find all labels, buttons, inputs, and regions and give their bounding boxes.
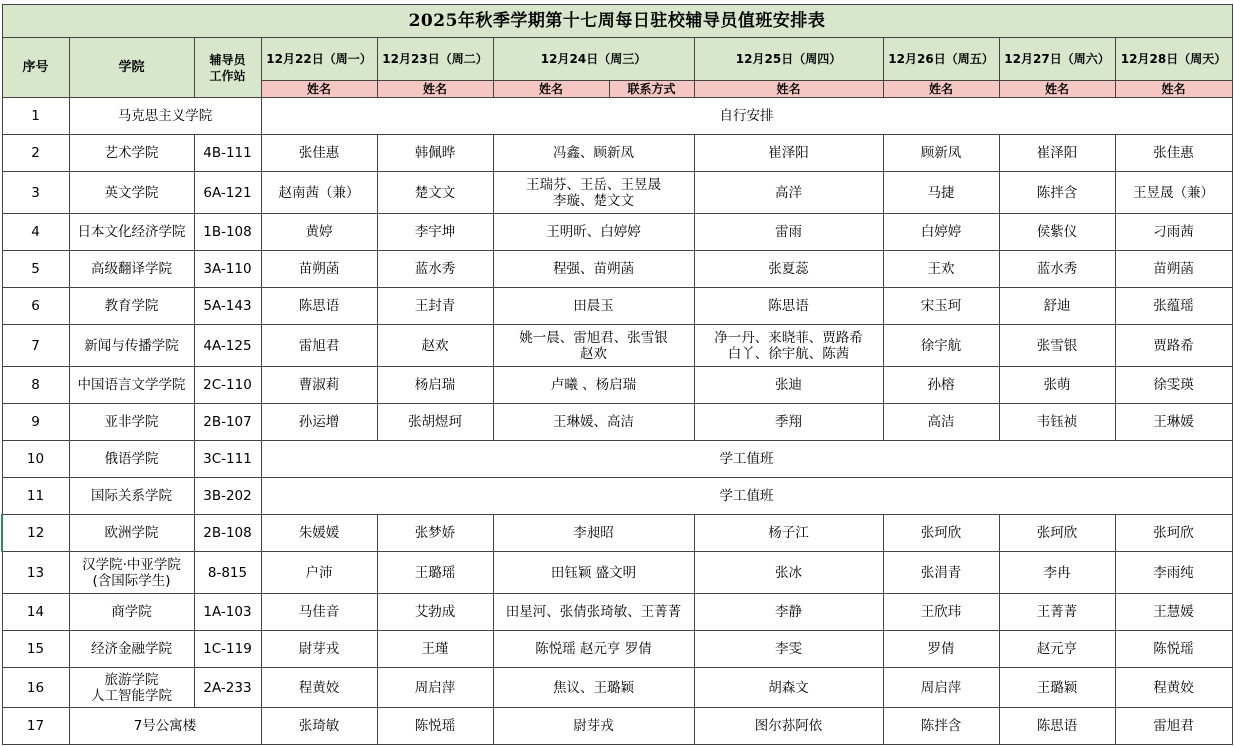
contact-label[interactable]: 联系方式 xyxy=(609,81,694,98)
duty-cell-sat[interactable]: 侯紫仪 xyxy=(999,214,1115,251)
college-cell[interactable]: 英文学院 xyxy=(69,172,194,214)
table-row xyxy=(2,441,1232,478)
station-cell[interactable]: 3A-110 xyxy=(194,251,261,288)
duty-cell-sat[interactable]: 韦钰祯 xyxy=(999,404,1115,441)
college-cell[interactable]: 艺术学院 xyxy=(69,135,194,172)
duty-cell-wed[interactable]: 田星河、张倩张琦敏、王菁菁 xyxy=(493,594,694,631)
duty-cell-tue[interactable]: 韩佩晔 xyxy=(377,135,493,172)
station-cell[interactable]: 1B-108 xyxy=(194,214,261,251)
duty-cell-fri[interactable]: 孙榕 xyxy=(883,367,999,404)
duty-cell-fri[interactable]: 徐宇航 xyxy=(883,325,999,367)
header-college[interactable]: 学院 xyxy=(69,38,194,98)
name-label[interactable]: 姓名 xyxy=(493,81,609,98)
duty-cell-tue[interactable]: 王瑾 xyxy=(377,631,493,668)
duty-cell-sat[interactable]: 张萌 xyxy=(999,367,1115,404)
row-seq-cell[interactable]: 16 xyxy=(2,668,69,708)
table-row xyxy=(2,631,1232,668)
duty-cell-thu[interactable]: 雷雨 xyxy=(694,214,883,251)
college-cell[interactable]: 高级翻译学院 xyxy=(69,251,194,288)
duty-cell-sat[interactable]: 王菁菁 xyxy=(999,594,1115,631)
duty-cell-wed[interactable]: 王琳媛、高洁 xyxy=(493,404,694,441)
duty-cell-mon[interactable]: 程黄姣 xyxy=(261,668,377,708)
duty-cell-thu[interactable]: 胡森文 xyxy=(694,668,883,708)
row-seq-cell[interactable]: 11 xyxy=(2,478,69,515)
college-cell[interactable]: 日本文化经济学院 xyxy=(69,214,194,251)
duty-cell-mon[interactable]: 马佳音 xyxy=(261,594,377,631)
duty-cell-thu[interactable]: 图尔荪阿依 xyxy=(694,708,883,745)
merged-duty-cell[interactable]: 学工值班 xyxy=(261,441,1232,478)
duty-cell-tue[interactable]: 蓝水秀 xyxy=(377,251,493,288)
header-day-thu[interactable]: 12月25日（周四） xyxy=(694,38,883,81)
duty-cell-mon[interactable]: 雷旭君 xyxy=(261,325,377,367)
name-label[interactable]: 姓名 xyxy=(377,81,493,98)
duty-cell-wed[interactable]: 李昶昭 xyxy=(493,515,694,552)
duty-cell-thu[interactable]: 崔泽阳 xyxy=(694,135,883,172)
duty-cell-tue[interactable]: 王封青 xyxy=(377,288,493,325)
header-day-fri[interactable]: 12月26日（周五） xyxy=(883,38,999,81)
row-seq-cell[interactable]: 7 xyxy=(2,325,69,367)
duty-cell-wed[interactable]: 田晨玉 xyxy=(493,288,694,325)
duty-cell-sat[interactable]: 崔泽阳 xyxy=(999,135,1115,172)
college-cell[interactable]: 马克思主义学院 xyxy=(69,98,261,135)
header-day-sun[interactable]: 12月28日（周天） xyxy=(1115,38,1232,81)
duty-cell-thu[interactable]: 净一丹、来晓菲、贾路希 白丫、徐宇航、陈茜 xyxy=(694,325,883,367)
row-seq-cell[interactable]: 8 xyxy=(2,367,69,404)
duty-cell-mon[interactable]: 黄婷 xyxy=(261,214,377,251)
duty-cell-tue[interactable]: 杨启瑞 xyxy=(377,367,493,404)
college-cell[interactable]: 经济金融学院 xyxy=(69,631,194,668)
duty-cell-fri[interactable]: 陈拌含 xyxy=(883,708,999,745)
table-row xyxy=(2,214,1232,251)
duty-cell-tue[interactable]: 赵欢 xyxy=(377,325,493,367)
row-seq-cell[interactable]: 15 xyxy=(2,631,69,668)
station-cell[interactable]: 3C-111 xyxy=(194,441,261,478)
name-label[interactable]: 姓名 xyxy=(694,81,883,98)
duty-cell-tue[interactable]: 陈悦瑶 xyxy=(377,708,493,745)
station-cell[interactable]: 2C-110 xyxy=(194,367,261,404)
name-label[interactable]: 姓名 xyxy=(883,81,999,98)
row-seq-cell[interactable]: 17 xyxy=(2,708,69,745)
table-row xyxy=(2,172,1232,214)
table-row xyxy=(2,367,1232,404)
duty-cell-wed[interactable]: 陈悦瑶 赵元亨 罗倩 xyxy=(493,631,694,668)
duty-cell-wed[interactable]: 程强、苗朔菡 xyxy=(493,251,694,288)
duty-cell-sun[interactable]: 张蕴瑶 xyxy=(1115,288,1232,325)
duty-cell-mon[interactable]: 朱媛媛 xyxy=(261,515,377,552)
duty-cell-sun[interactable]: 李雨纯 xyxy=(1115,552,1232,594)
duty-cell-mon[interactable]: 苗朔菡 xyxy=(261,251,377,288)
duty-cell-fri[interactable]: 白婷婷 xyxy=(883,214,999,251)
duty-cell-sat[interactable]: 蓝水秀 xyxy=(999,251,1115,288)
duty-cell-sat[interactable]: 张雪银 xyxy=(999,325,1115,367)
college-cell[interactable]: 中国语言文学学院 xyxy=(69,367,194,404)
header-day-sat[interactable]: 12月27日（周六） xyxy=(999,38,1115,81)
duty-cell-mon[interactable]: 户沛 xyxy=(261,552,377,594)
row-seq-cell[interactable]: 13 xyxy=(2,552,69,594)
station-cell[interactable]: 4A-125 xyxy=(194,325,261,367)
station-cell[interactable]: 2B-108 xyxy=(194,515,261,552)
duty-cell-thu[interactable]: 张迪 xyxy=(694,367,883,404)
merged-duty-cell[interactable]: 学工值班 xyxy=(261,478,1232,515)
duty-cell-mon[interactable]: 曹淑莉 xyxy=(261,367,377,404)
sheet-title[interactable]: 2025年秋季学期第十七周每日驻校辅导员值班安排表 xyxy=(2,5,1232,38)
station-cell[interactable]: 6A-121 xyxy=(194,172,261,214)
table-row xyxy=(2,668,1232,708)
duty-cell-sun[interactable]: 张珂欣 xyxy=(1115,515,1232,552)
row-seq-cell[interactable]: 1 xyxy=(2,98,69,135)
duty-cell-sun[interactable]: 陈悦瑶 xyxy=(1115,631,1232,668)
merged-duty-cell[interactable]: 自行安排 xyxy=(261,98,1232,135)
station-cell[interactable]: 5A-143 xyxy=(194,288,261,325)
row-seq-cell[interactable]: 4 xyxy=(2,214,69,251)
duty-cell-thu[interactable]: 张夏蕊 xyxy=(694,251,883,288)
duty-cell-fri[interactable]: 周启萍 xyxy=(883,668,999,708)
duty-cell-sun[interactable]: 刁雨茜 xyxy=(1115,214,1232,251)
duty-cell-sat[interactable]: 王璐颖 xyxy=(999,668,1115,708)
duty-cell-fri[interactable]: 张珂欣 xyxy=(883,515,999,552)
duty-cell-thu[interactable]: 杨子江 xyxy=(694,515,883,552)
duty-schedule-table xyxy=(1,4,1233,745)
duty-cell-sat[interactable]: 陈拌含 xyxy=(999,172,1115,214)
header-day-tue[interactable]: 12月23日（周二） xyxy=(377,38,493,81)
duty-cell-fri[interactable]: 宋玉珂 xyxy=(883,288,999,325)
college-cell[interactable]: 教育学院 xyxy=(69,288,194,325)
table-row xyxy=(2,288,1232,325)
duty-cell-fri[interactable]: 顾新凤 xyxy=(883,135,999,172)
row-seq-cell[interactable]: 14 xyxy=(2,594,69,631)
college-cell[interactable]: 7号公寓楼 xyxy=(69,708,261,745)
college-cell[interactable]: 国际关系学院 xyxy=(69,478,194,515)
duty-cell-sat[interactable]: 李冉 xyxy=(999,552,1115,594)
duty-cell-thu[interactable]: 李雯 xyxy=(694,631,883,668)
header-day-wed[interactable]: 12月24日（周三） xyxy=(493,38,694,81)
duty-cell-sun[interactable]: 王慧媛 xyxy=(1115,594,1232,631)
station-cell[interactable]: 4B-111 xyxy=(194,135,261,172)
row-seq-cell[interactable]: 12 xyxy=(2,515,69,552)
row-seq-cell[interactable]: 3 xyxy=(2,172,69,214)
duty-cell-wed[interactable]: 卢曦 、杨启瑞 xyxy=(493,367,694,404)
duty-cell-thu[interactable]: 季翔 xyxy=(694,404,883,441)
row-seq-cell[interactable]: 2 xyxy=(2,135,69,172)
table-row xyxy=(2,251,1232,288)
duty-cell-tue[interactable]: 张胡煜珂 xyxy=(377,404,493,441)
table-row xyxy=(2,708,1232,745)
duty-cell-wed[interactable]: 焦议、王璐颖 xyxy=(493,668,694,708)
station-cell[interactable]: 1A-103 xyxy=(194,594,261,631)
college-cell[interactable]: 旅游学院 人工智能学院 xyxy=(69,668,194,708)
row-seq-cell[interactable]: 9 xyxy=(2,404,69,441)
duty-cell-mon[interactable]: 陈思语 xyxy=(261,288,377,325)
station-cell[interactable]: 1C-119 xyxy=(194,631,261,668)
duty-cell-wed[interactable]: 尉芽戎 xyxy=(493,708,694,745)
duty-cell-mon[interactable]: 张琦敏 xyxy=(261,708,377,745)
duty-cell-sun[interactable]: 徐雯瑛 xyxy=(1115,367,1232,404)
name-label[interactable]: 姓名 xyxy=(999,81,1115,98)
college-cell[interactable]: 汉学院·中亚学院 (含国际学生) xyxy=(69,552,194,594)
name-label[interactable]: 姓名 xyxy=(1115,81,1232,98)
duty-cell-tue[interactable]: 张梦娇 xyxy=(377,515,493,552)
duty-cell-tue[interactable]: 李宇坤 xyxy=(377,214,493,251)
table-row xyxy=(2,135,1232,172)
college-cell[interactable]: 亚非学院 xyxy=(69,404,194,441)
duty-cell-fri[interactable]: 高洁 xyxy=(883,404,999,441)
name-label[interactable]: 姓名 xyxy=(261,81,377,98)
duty-cell-fri[interactable]: 马捷 xyxy=(883,172,999,214)
duty-cell-sun[interactable]: 张佳惠 xyxy=(1115,135,1232,172)
table-row xyxy=(2,515,1232,552)
duty-cell-mon[interactable]: 孙运增 xyxy=(261,404,377,441)
table-row xyxy=(2,552,1232,594)
duty-cell-fri[interactable]: 王欢 xyxy=(883,251,999,288)
duty-cell-wed[interactable]: 姚一晨、雷旭君、张雪银 赵欢 xyxy=(493,325,694,367)
duty-cell-sat[interactable]: 赵元亨 xyxy=(999,631,1115,668)
header-seq[interactable]: 序号 xyxy=(2,38,69,98)
duty-cell-sun[interactable]: 程黄姣 xyxy=(1115,668,1232,708)
duty-cell-sun[interactable]: 苗朔菡 xyxy=(1115,251,1232,288)
duty-cell-thu[interactable]: 张冰 xyxy=(694,552,883,594)
table-row xyxy=(2,594,1232,631)
header-day-mon[interactable]: 12月22日（周一） xyxy=(261,38,377,81)
duty-cell-mon[interactable]: 张佳惠 xyxy=(261,135,377,172)
header-station[interactable]: 辅导员 工作站 xyxy=(194,38,261,98)
duty-cell-thu[interactable]: 李静 xyxy=(694,594,883,631)
duty-cell-thu[interactable]: 高洋 xyxy=(694,172,883,214)
duty-cell-sun[interactable]: 贾路希 xyxy=(1115,325,1232,367)
row-seq-cell[interactable]: 10 xyxy=(2,441,69,478)
duty-cell-tue[interactable]: 楚文文 xyxy=(377,172,493,214)
duty-cell-mon[interactable]: 赵南茜（兼） xyxy=(261,172,377,214)
college-cell[interactable]: 商学院 xyxy=(69,594,194,631)
duty-cell-fri[interactable]: 王欣玮 xyxy=(883,594,999,631)
college-cell[interactable]: 新闻与传播学院 xyxy=(69,325,194,367)
duty-cell-sun[interactable]: 雷旭君 xyxy=(1115,708,1232,745)
table-row xyxy=(2,404,1232,441)
duty-cell-sun[interactable]: 王琳媛 xyxy=(1115,404,1232,441)
duty-cell-fri[interactable]: 张涓青 xyxy=(883,552,999,594)
row-seq-cell[interactable]: 5 xyxy=(2,251,69,288)
duty-cell-wed[interactable]: 冯鑫、顾新凤 xyxy=(493,135,694,172)
table-row xyxy=(2,98,1232,135)
duty-cell-tue[interactable]: 周启萍 xyxy=(377,668,493,708)
college-cell[interactable]: 俄语学院 xyxy=(69,441,194,478)
duty-cell-sat[interactable]: 张珂欣 xyxy=(999,515,1115,552)
station-cell[interactable]: 2A-233 xyxy=(194,668,261,708)
college-cell[interactable]: 欧洲学院 xyxy=(69,515,194,552)
station-cell[interactable]: 2B-107 xyxy=(194,404,261,441)
station-cell[interactable]: 3B-202 xyxy=(194,478,261,515)
table-row xyxy=(2,478,1232,515)
duty-cell-thu[interactable]: 陈思语 xyxy=(694,288,883,325)
duty-cell-fri[interactable]: 罗倩 xyxy=(883,631,999,668)
duty-cell-sat[interactable]: 舒迪 xyxy=(999,288,1115,325)
duty-cell-sat[interactable]: 陈思语 xyxy=(999,708,1115,745)
station-cell[interactable]: 8-815 xyxy=(194,552,261,594)
duty-cell-wed[interactable]: 王瑞芬、王岳、王昱晟 李璇、楚文文 xyxy=(493,172,694,214)
duty-cell-wed[interactable]: 田钰颖 盛文明 xyxy=(493,552,694,594)
duty-cell-tue[interactable]: 艾勃成 xyxy=(377,594,493,631)
duty-cell-mon[interactable]: 尉芽戎 xyxy=(261,631,377,668)
row-seq-cell[interactable]: 6 xyxy=(2,288,69,325)
duty-cell-tue[interactable]: 王璐瑶 xyxy=(377,552,493,594)
table-row xyxy=(2,325,1232,367)
duty-cell-wed[interactable]: 王明昕、白婷婷 xyxy=(493,214,694,251)
duty-cell-sun[interactable]: 王昱晟（兼） xyxy=(1115,172,1232,214)
